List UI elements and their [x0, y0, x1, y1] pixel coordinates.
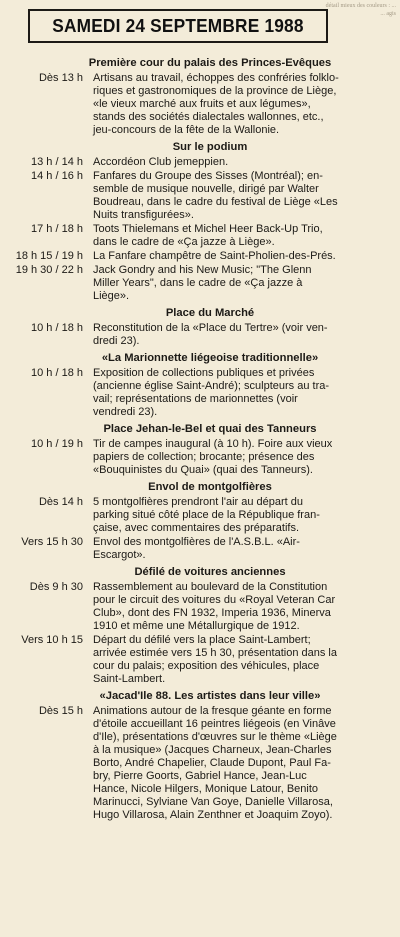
section-heading: «Jacad'Ile 88. Les artistes dans leur ville» [99, 690, 321, 702]
entry-time: 13 h / 14 h [31, 156, 83, 168]
description-line: Animations autour de la fresque géante en forme [93, 705, 332, 717]
entry-description [93, 223, 361, 249]
description-line: papiers de collection; brocante; présence des [93, 451, 315, 463]
entry-time: Dès 13 h [38, 72, 83, 84]
description-line: Nuits transfigurées». [93, 209, 194, 221]
schedule-entry [0, 322, 400, 348]
description-line: Liège». [93, 290, 130, 302]
entry-description [93, 322, 361, 348]
description-line: Accordéon Club jemeppien. [93, 156, 229, 168]
description-line: cour du palais; exposition des véhicules, place [93, 660, 320, 672]
description-line: à la musique» (Jacques Charneux, Jean-Charles [93, 744, 332, 756]
section-heading: Place du Marché [165, 307, 255, 319]
description-line: stands des sociétés dialectales wallonnes, etc., [93, 111, 324, 123]
description-line: Tir de campes inaugural (à 10 h). Foire aux vieux [93, 438, 333, 450]
description-line: çaise, avec commentaires des préparatifs. [93, 522, 300, 534]
schedule-entry [0, 367, 400, 419]
description-line: Fanfares du Groupe des Sisses (Montréal); en- [93, 170, 323, 182]
schedule-entry [0, 250, 400, 263]
schedule-entry [0, 634, 400, 686]
description-line: 1910 et même une Métallurgique de 1912. [93, 620, 300, 632]
description-line: «Bouquinistes du Quai» (quai des Tanneurs). [93, 464, 313, 476]
entry-time: Dès 15 h [38, 705, 83, 717]
entry-time: Vers 10 h 15 [21, 634, 83, 646]
entry-description [93, 581, 361, 633]
entry-time: 14 h / 16 h [31, 170, 83, 182]
entry-description [93, 170, 361, 222]
description-line: Départ du défilé vers la place Saint-Lambert; [93, 634, 311, 646]
title-box [28, 9, 328, 43]
bleed-line: ... agis [380, 11, 396, 17]
description-line: Saint-Lambert. [93, 673, 166, 685]
section-heading: Place Jehan-le-Bel et quai des Tanneurs [103, 423, 317, 435]
description-line: dredi 23). [93, 335, 140, 347]
description-line: Rassemblement au boulevard de la Constitution [93, 581, 328, 593]
schedule-entry [0, 72, 400, 137]
entry-description [93, 634, 361, 686]
schedule-entry [0, 223, 400, 249]
schedule-entry [0, 705, 400, 822]
description-line: Artisans au travail, échoppes des confréries folklo- [93, 72, 339, 84]
section-heading: «La Marionnette liégeoise traditionnelle» [101, 352, 319, 364]
schedule-entry [0, 581, 400, 633]
description-line: Reconstitution de la «Place du Tertre» (voir ven- [93, 322, 328, 334]
entry-time: 10 h / 18 h [31, 322, 83, 334]
description-line: semble de musique nouvelle, dirigé par Walter [93, 183, 319, 195]
entry-description [93, 705, 361, 822]
schedule-entry [0, 438, 400, 477]
entry-time: 17 h / 18 h [31, 223, 83, 235]
description-line: Jack Gondry and his New Music; "The Glenn [93, 264, 312, 276]
description-line: bry, Pierre Goorts, Gabriel Hance, Jean-Luc [93, 770, 307, 782]
entry-description [93, 264, 361, 303]
schedule-entry [0, 170, 400, 222]
entry-description [93, 367, 361, 419]
entry-description [93, 536, 361, 562]
bleed-line: détail mieux des couleurs : ... [325, 3, 396, 9]
description-line: Hance, Nicole Hilgers, Monique Latour, Benito [93, 783, 319, 795]
schedule-entry [0, 264, 400, 303]
description-line: Club», dont des FN 1932, Imperia 1936, Minerva [93, 607, 331, 619]
description-line: Hugo Villarosa, Alain Zenthner et Joaquim Zoyo). [93, 809, 333, 821]
entry-description [93, 438, 361, 477]
description-line: Borto, André Chapelier, Claude Dupont, Paul Fa- [93, 757, 331, 769]
description-line: jeu-concours de la fête de la Wallonie. [93, 124, 280, 136]
description-line: Miller Years", dans le cadre de «Ça jazze à [93, 277, 303, 289]
description-line: «le vieux marché aux fruits et aux légumes», [93, 98, 311, 110]
section-heading: Défilé de voitures anciennes [134, 566, 286, 578]
entry-description [93, 250, 361, 263]
description-line: d'Ile), présentations d'œuvres sur le thème «Liège [93, 731, 337, 743]
description-line: vendredi 23). [93, 406, 158, 418]
entry-description [93, 156, 361, 169]
description-line: vail; représentations de marionnettes (voir [93, 393, 298, 405]
description-line: pour le circuit des voitures du «Royal Veteran Car [93, 594, 336, 606]
page-title: SAMEDI 24 SEPTEMBRE 1988 [52, 15, 304, 36]
entry-time: Dès 14 h [38, 496, 83, 508]
description-line: riques et gastronomiques de la province de Liège, [93, 85, 337, 97]
program-schedule [0, 53, 400, 823]
description-line: Envol des montgolfières de l'A.S.B.L. «Air- [93, 536, 300, 548]
entry-time: 18 h 15 / 19 h [15, 250, 83, 262]
entry-time: Vers 15 h 30 [21, 536, 83, 548]
description-line: d'étoile accueillant 16 peintres liégeois (en Vinâve [93, 718, 336, 730]
description-line: La Fanfare champêtre de Saint-Pholien-des-Prés. [93, 250, 336, 262]
description-line: 5 montgolfières prendront l'air au départ du [93, 496, 304, 508]
entry-time: 10 h / 19 h [31, 438, 83, 450]
section-heading: Envol de montgolfières [148, 481, 272, 493]
entry-time: 10 h / 18 h [31, 367, 83, 379]
description-line: (ancienne église Saint-André); sculpteurs au tra- [93, 380, 330, 392]
description-line: Exposition de collections publiques et privées [93, 367, 315, 379]
description-line: arrivée estimée vers 15 h 30, présentation dans la [93, 647, 337, 659]
description-line: Toots Thielemans et Michel Heer Back-Up Trio, [93, 223, 323, 235]
description-line: Escargot». [93, 549, 146, 561]
entry-time: Dès 9 h 30 [29, 581, 83, 593]
entry-description [93, 496, 361, 535]
description-line: Marinucci, Sylviane Van Goye, Danielle Villarosa, [93, 796, 333, 808]
description-line: dans le cadre de «Ça jazze à Liège». [93, 236, 275, 248]
section-heading: Première cour du palais des Princes-Evêques [88, 57, 332, 69]
schedule-entry [0, 496, 400, 535]
section-heading: Sur le podium [172, 141, 248, 153]
schedule-entry [0, 536, 400, 562]
entry-time: 19 h 30 / 22 h [15, 264, 83, 276]
description-line: parking situé côté place de la République fran- [93, 509, 320, 521]
schedule-entry [0, 156, 400, 169]
entry-description [93, 72, 361, 137]
description-line: Boudreau, dans le cadre du festival de Liège «Les [93, 196, 338, 208]
